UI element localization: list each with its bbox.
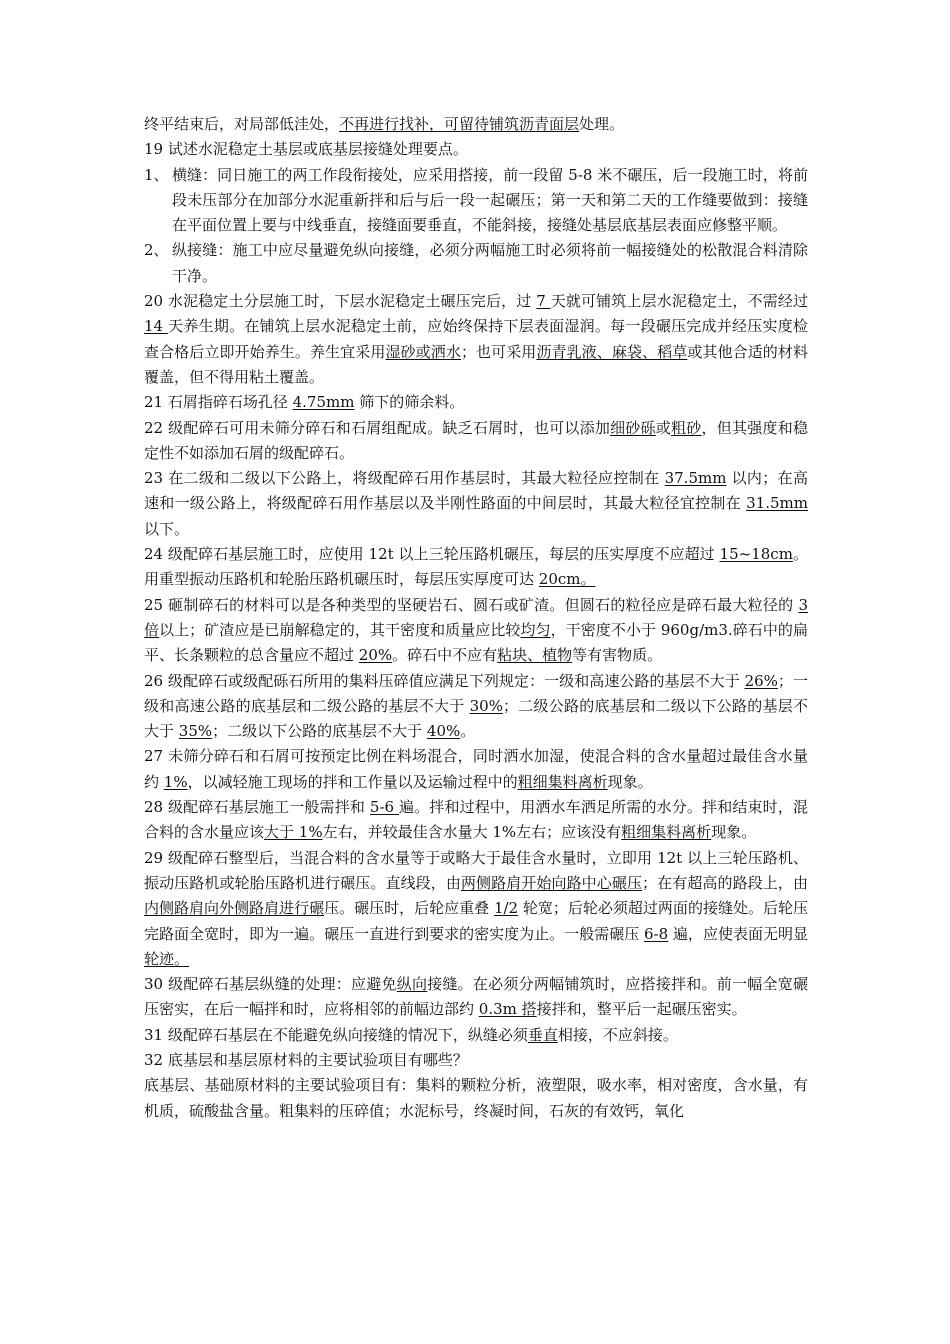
text-segment: 终平结束后，对局部低洼处， [144, 115, 340, 133]
paragraph [144, 289, 808, 390]
text-segment: 29 级配碎石整型后，当混合料的含水量等于或略大于最佳含水量时，立即用 12t 以上三轮压路机、振动压路机或轮胎压路机进行碾压。直线段，由 [144, 848, 808, 892]
underlined-answer: 4.75mm [292, 393, 355, 412]
text-segment: 28 级配碎石基层施工一般需拌和 [144, 798, 370, 817]
text-segment: 纵接缝：施工中应尽量避免纵向接缝，必须分两幅施工时必须将前一幅接缝处的松散混合料清除干净。 [172, 241, 808, 285]
text-segment: 23 在二级和二级以下公路上，将级配碎石用作基层时，其最大粒径应控制在 [144, 469, 665, 488]
underlined-answer: 30% [469, 696, 503, 715]
underlined-answer: 35% [178, 722, 213, 741]
text-segment: 等有害物质。 [572, 646, 663, 665]
text-segment: 31 级配碎石基层在不能避免纵向接缝的情况下，纵缝必须 [144, 1025, 528, 1044]
text-segment: 24 级配碎石基层施工时，应使用 12t 以上三轮压路机碾压，每层的压实厚度不应超过 [144, 545, 720, 564]
text-segment: 以上；矿渣应是已崩解稳定的，其干密度和质量应比较 [159, 620, 521, 639]
text-segment: 。用重型振动压路机和轮胎压路机碾压时，每层压实厚度可达 [144, 545, 808, 589]
text-segment: 22 级配碎石可用未筛分碎石和石屑组配成。缺乏石屑时，也可以添加 [144, 418, 611, 437]
underlined-answer: 14 [144, 317, 169, 336]
list-item-number: 1、 [144, 165, 169, 184]
text-segment: 筛下的筛余料。 [354, 393, 465, 412]
underlined-answer: 纵向 [396, 975, 428, 994]
text-segment: 现象。 [711, 823, 757, 842]
text-segment: 20 水泥稳定土分层施工时，下层水泥稳定土碾压完后，过 [144, 292, 537, 311]
underlined-answer: 6-8 [644, 924, 669, 943]
text-segment: ；也可采用 [460, 342, 537, 361]
text-segment: 压。碾压时，后轮应重叠 [324, 899, 494, 918]
text-segment: 32 底基层和基层原材料的主要试验项目有哪些？ [144, 1050, 468, 1069]
underlined-answer: 37.5mm [664, 469, 727, 488]
text-segment: 处理。 [579, 115, 625, 133]
paragraph [144, 1023, 808, 1048]
text-segment: ，干密度不小于 960g/m3.碎石中的扁平、长条颗粒的总含量应不超过 [144, 620, 808, 665]
paragraph [144, 593, 808, 669]
paragraph [144, 416, 808, 467]
paragraph [144, 390, 808, 415]
underlined-answer: 轮迹。 [144, 949, 190, 968]
text-segment: 30 级配碎石基层纵缝的处理：应避免 [144, 975, 397, 994]
text-segment: 接缝。在必须分两幅铺筑时，应搭接拌和。前一幅全宽碾压密实，在后一幅拌和时，应将相邻的前幅边部约 [144, 975, 808, 1019]
text-segment: 27 未筛分碎石和石屑可按预定比例在料场混合，同时洒水加湿，使混合料的含水量超过最佳含水量约 [144, 747, 808, 791]
text-segment: 轮宽；后轮必须超过两面的接缝处。后轮压完路面全宽时，即为一遍。碾压一直进行到要求的密实度为止。一般需碾压 [144, 899, 808, 943]
underlined-answer: 0.3m 搭 [478, 1000, 537, 1019]
paragraph [144, 466, 808, 542]
text-segment: 天就可铺筑上层水泥稳定土，不需经过 [550, 292, 808, 311]
paragraph [144, 1073, 808, 1124]
underlined-answer: 20% [358, 646, 393, 665]
document-page [144, 112, 808, 1124]
underlined-answer: 1/2 [493, 899, 519, 918]
paragraph [144, 846, 808, 972]
text-segment: ，但其强度和稳定性不如添加石屑的级配碎石。 [144, 418, 808, 462]
underlined-answer: 均匀 [520, 620, 551, 639]
text-segment: 以下。 [144, 519, 190, 538]
text-segment: 。 [460, 722, 476, 741]
underlined-answer: 26% [744, 671, 778, 690]
text-segment: 遍。拌和过程中，用洒水车洒足所需的水分。拌和结束时，混合料的含水量应该 [144, 798, 808, 842]
text-segment: ；在有超高的路段上，由 [642, 873, 808, 892]
underlined-answer: 40% [426, 722, 461, 741]
underlined-answer: 粗细集料离析 [517, 772, 608, 791]
text-segment: 21 石屑指碎石场孔径 [144, 393, 293, 412]
underlined-answer: 3 倍 [144, 595, 808, 639]
text-segment: 左右，并较最佳含水量大 1%左右；应该没有 [322, 823, 622, 842]
text-segment: ；二级公路的底基层和二级以下公路的基层不大于 [144, 696, 808, 741]
text-segment: 接拌和，整平后一起碾压密实。 [536, 1000, 747, 1019]
list-item [144, 238, 808, 289]
text-segment: ；一级和高速公路的底基层和二级公路的基层不大于 [144, 671, 808, 715]
paragraph [144, 1048, 808, 1073]
underlined-answer: 细砂砾 [610, 418, 656, 437]
underlined-answer: 7 [536, 292, 551, 311]
paragraph [144, 795, 808, 846]
underlined-answer: 粗细集料离析 [621, 823, 712, 842]
underlined-answer: 两侧路肩开始向路中心碾压 [460, 873, 643, 892]
text-segment: 相接，不应斜接。 [557, 1025, 678, 1044]
text-segment: ；二级以下公路的底基层不大于 [212, 722, 427, 741]
text-segment: 以内；在高速和一级公路上，将级配碎石用作基层以及半刚性路面的中间层时，其最大粒径宜控制在 [144, 469, 808, 513]
underlined-answer: 15~18cm [719, 545, 793, 564]
underlined-answer: 不再进行找补，可留待铺筑沥青面层 [339, 115, 580, 133]
paragraph [144, 972, 808, 1023]
text-segment: 遍，应使表面无明显 [668, 924, 808, 943]
underlined-answer: 1% [163, 772, 188, 791]
underlined-answer: 内侧路肩向外侧路肩进行碾 [144, 899, 325, 918]
paragraph [144, 542, 808, 593]
text-segment: 或其他合适的材料覆盖，但不得用粘土覆盖。 [144, 342, 808, 386]
paragraph [144, 112, 808, 137]
underlined-answer: 粗砂 [671, 418, 702, 437]
underlined-answer: 20cm。 [538, 570, 596, 589]
text-segment: 现象。 [607, 772, 653, 791]
paragraph [144, 744, 808, 795]
underlined-answer: 5-6 [369, 798, 399, 817]
text-segment: ，以减轻施工现场的拌和工作量以及运输过程中的 [187, 772, 518, 791]
underlined-answer: 大于 1% [264, 823, 323, 842]
paragraph [144, 137, 808, 162]
text-segment: 25 砸制碎石的材料可以是各种类型的坚硬岩石、圆石或矿渣。但圆石的粒径应是碎石最大粒径的 [144, 595, 799, 614]
text-segment: 横缝：同日施工的两工作段衔接处，应采用搭接，前一段留 5-8 米不碾压，后一段施工时，将前段未压部分在加部分水泥重新拌和后与后一段一起碾压；第一天和第二天的工作缝要做到：接缝在平面位置上要与中线垂直，接缝面要垂直，不能斜接，接缝处基层底基层表面应修整平顺。 [172, 165, 808, 235]
underlined-answer: 沥青乳液、麻袋、稻草 [536, 342, 688, 361]
text-segment: 底基层、基础原材料的主要试验项目有：集料的颗粒分析，液塑限，吸水率，相对密度，含水量，有机质，硫酸盐含量。粗集料的压碎值；水泥标号，终凝时间，石灰的有效钙，氧化 [144, 1076, 808, 1120]
underlined-answer: 粘块、植物 [497, 646, 573, 665]
underlined-answer: 垂直 [527, 1025, 558, 1044]
text-segment: 天养生期。在铺筑上层水泥稳定土前，应始终保持下层表面湿润。每一段碾压完成并经压实度检查合格后立即开始养生。养生宜采用 [144, 317, 808, 361]
text-segment: 19 试述水泥稳定土基层或底基层接缝处理要点。 [144, 140, 468, 159]
text-segment: 。碎石中不应有 [392, 646, 498, 665]
text-segment: 或 [655, 418, 672, 437]
underlined-answer: 湿砂或洒水 [385, 342, 461, 361]
text-segment: 26 级配碎石或级配砾石所用的集料压碎值应满足下列规定：一级和高速公路的基层不大于 [144, 671, 745, 690]
list-item-number: 2、 [144, 241, 169, 260]
list-item [144, 163, 808, 239]
underlined-answer: 31.5mm [746, 494, 808, 513]
paragraph [144, 669, 808, 745]
